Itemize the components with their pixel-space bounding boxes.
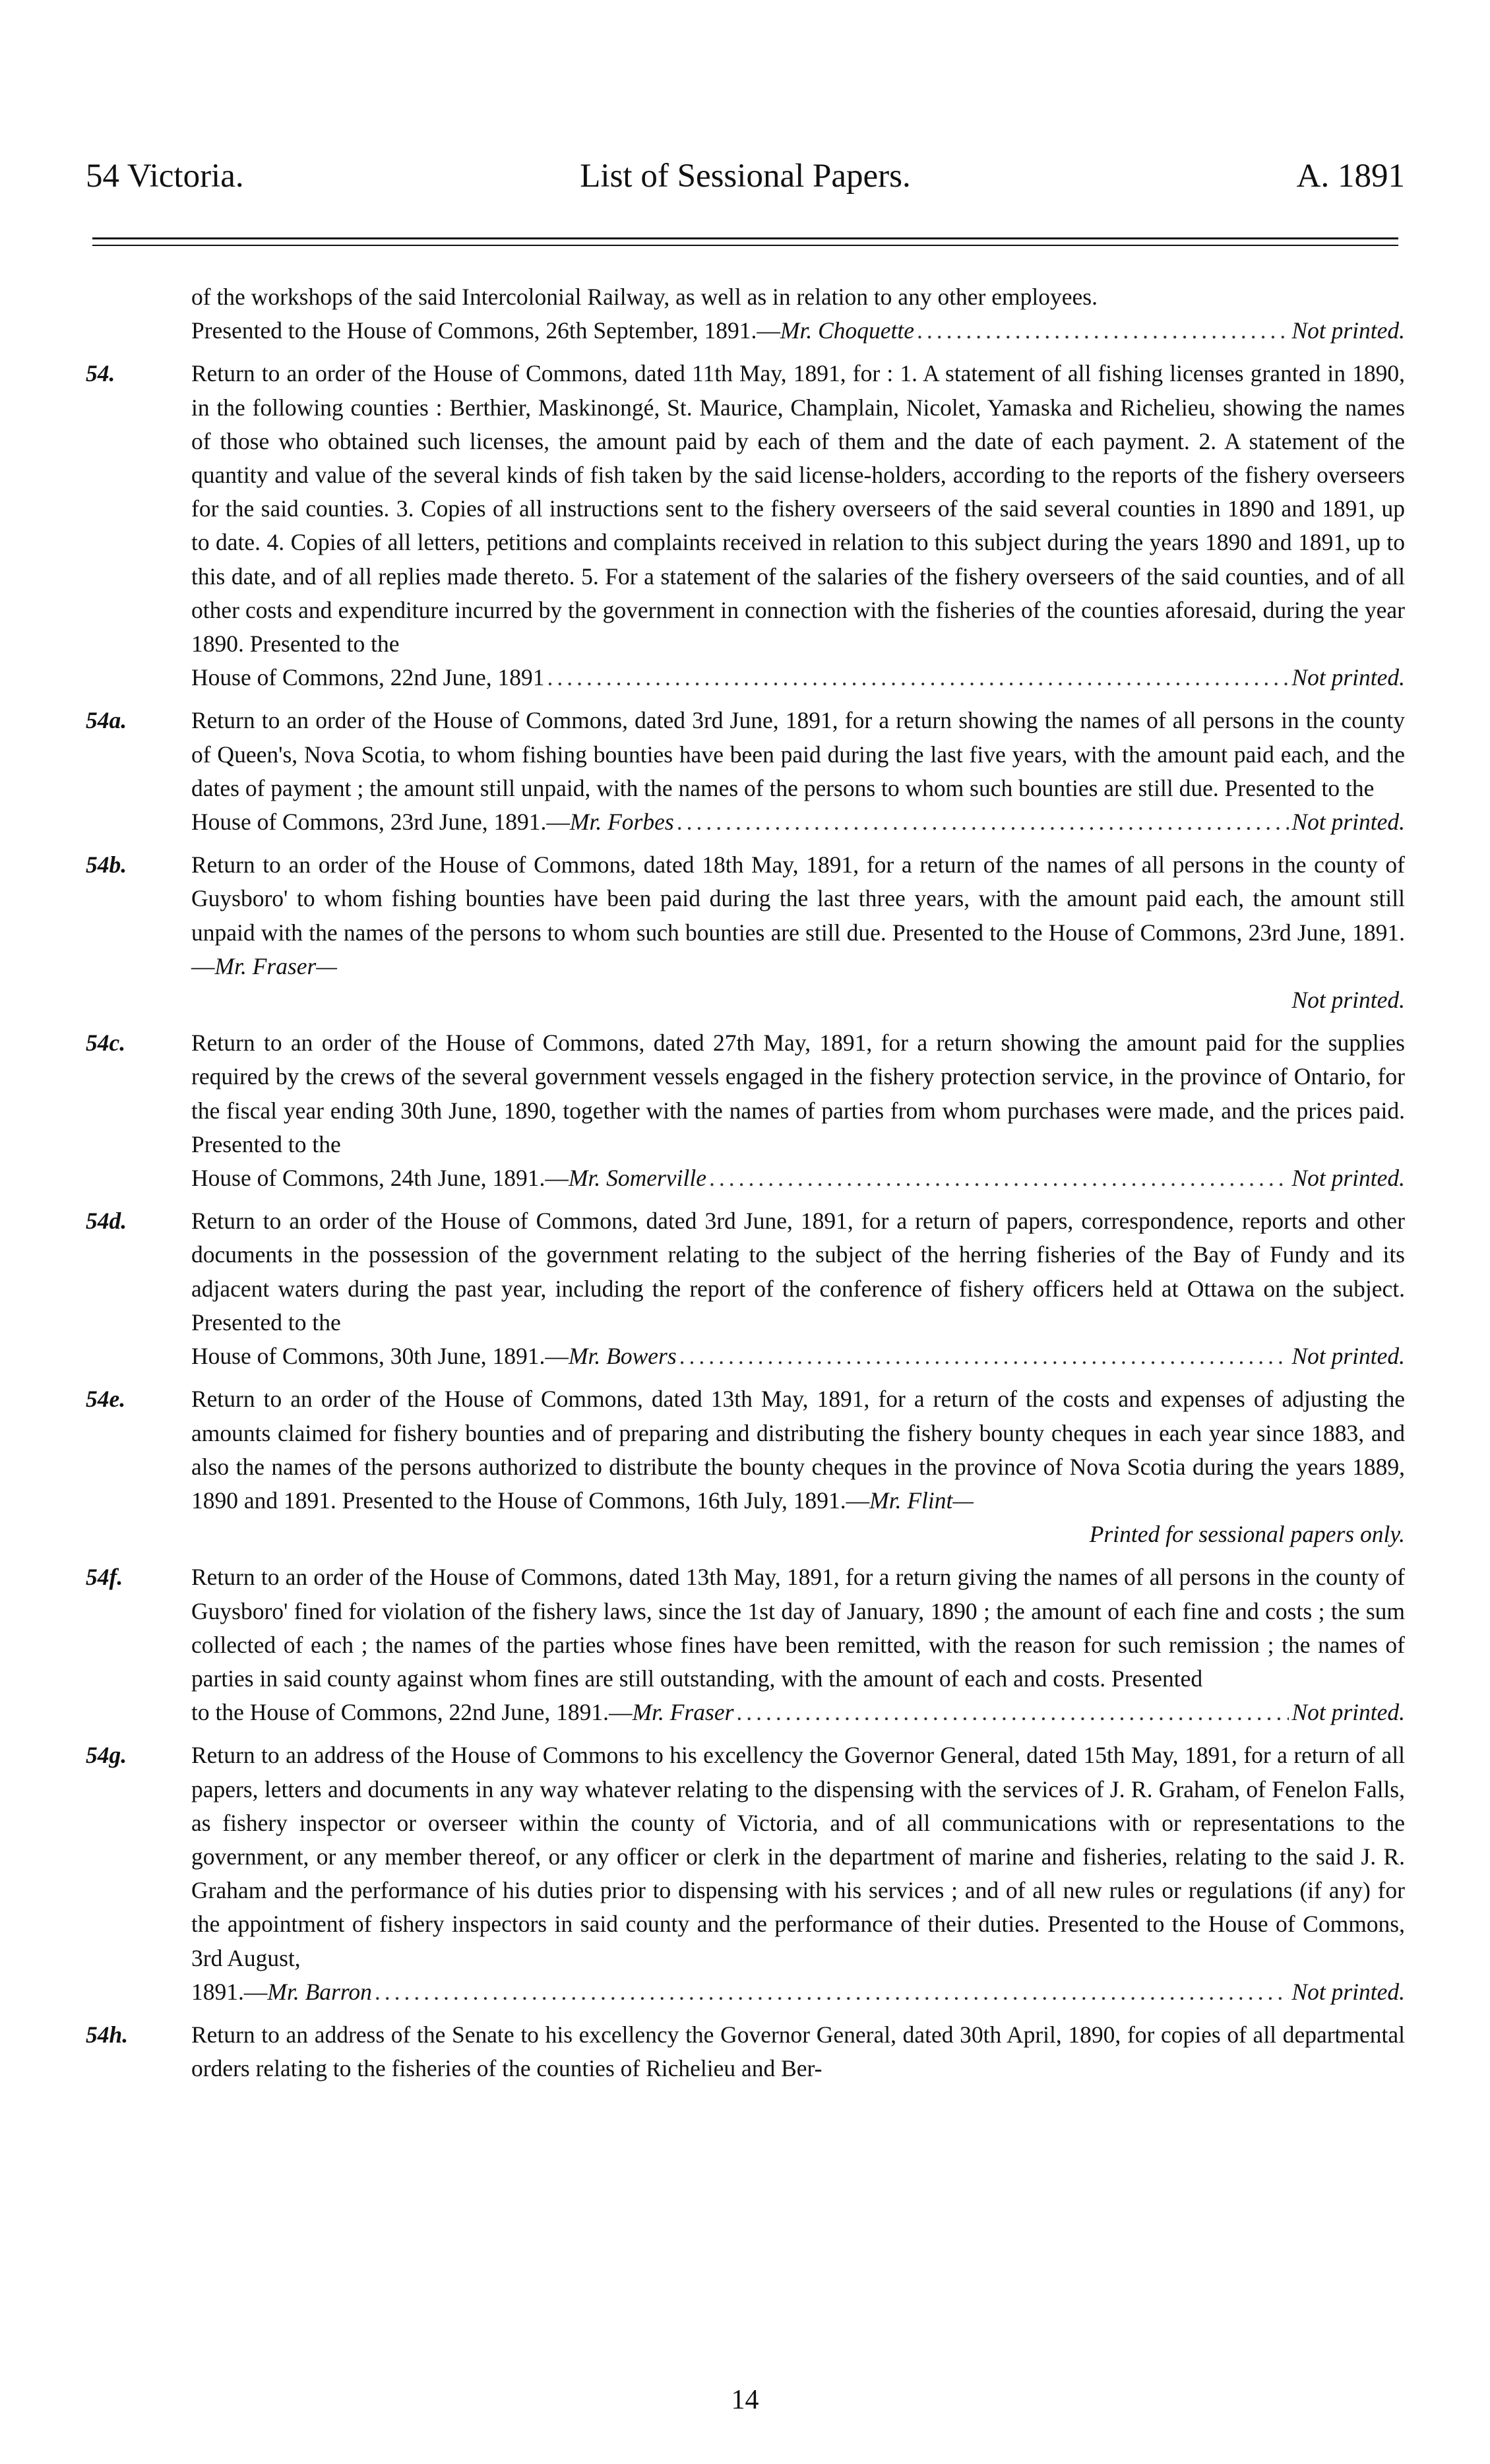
list-item — [86, 704, 1405, 839]
list-item — [86, 848, 1405, 1017]
header-rule-thin — [92, 245, 1398, 246]
entry-number: 54f. — [86, 1564, 123, 1591]
list-item — [86, 1026, 1405, 1195]
header-year: A. 1891 — [1296, 158, 1405, 195]
entry-status: Not printed. — [1291, 1699, 1405, 1726]
leader-dots — [736, 1696, 1289, 1729]
entry-tail-text: to the House of Commons, 22nd June, 1891.— — [191, 1699, 633, 1726]
entry-mover: Mr. Bowers — [568, 1343, 677, 1370]
entry-tail — [191, 314, 1405, 348]
entry-tail-text: House of Commons, 24th June, 1891.— — [191, 1165, 569, 1192]
list-item — [86, 2018, 1405, 2085]
entry-mover: Mr. Fraser— — [214, 952, 337, 979]
entry-tail-text: House of Commons, 30th June, 1891.— — [191, 1343, 569, 1370]
header-session: 54 Victoria. — [86, 158, 244, 195]
entry-mover: Mr. Choquette — [780, 317, 914, 344]
running-header — [86, 153, 1405, 206]
header-rule — [92, 237, 1398, 239]
entry-tail — [191, 1161, 1405, 1195]
entry-number: 54c. — [86, 1030, 126, 1057]
entry-status: Not printed. — [1291, 1165, 1405, 1192]
list-item — [86, 1560, 1405, 1729]
entry-mover: Mr. Forbes — [569, 809, 674, 836]
entry-body — [191, 1382, 1405, 1518]
entry-tail-text: 1891.— — [191, 1978, 268, 2005]
entry-body-text: Return to an order of the House of Commons, dated 13th May, 1891, for a return of the costs and expenses of adjusting the amounts claimed for fishery bounties and of preparing and distributing the fishery bounty cheques in each year since 1883, and also the names of the persons authorized to distribute the bounty cheques in the province of Nova Scotia during the years 1889, 1890 and 1891. Presented to the House of Commons, 16th July, 1891.— — [191, 1386, 1405, 1514]
entry-status: Not printed. — [1291, 987, 1405, 1014]
entry-status: Not printed. — [1291, 317, 1405, 344]
header-title: List of Sessional Papers. — [580, 158, 911, 195]
entry-mover: Mr. Fraser — [632, 1699, 734, 1726]
entry-tail — [191, 661, 1405, 694]
leader-dots — [679, 1340, 1289, 1373]
entry-body: Return to an order of the House of Commons, dated 3rd June, 1891, for a return of papers, correspondence, reports and other documents in the possession of the government relating to the subject of the herring fisheries of the Bay of Fundy and its adjacent waters during the past year, including the report of the conference of fishery officers held at Ottawa on the subject. Presented to the — [191, 1208, 1405, 1336]
entry-body: Return to an order of the House of Commons, dated 3rd June, 1891, for a return showing the names of all persons in the county of Queen's, Nova Scotia, to whom fishing bounties have been paid during the last five years, with the amount paid each, and the dates of payment ; the amount still unpaid, with the names of the persons to whom such bounties are still due. Presented to the — [191, 707, 1405, 801]
entry-number: 54e. — [86, 1386, 126, 1413]
entry-number: 54. — [86, 360, 115, 387]
entry-status: Not printed. — [1291, 1343, 1405, 1370]
entry-body: Return to an order of the House of Commons, dated 27th May, 1891, for a return showing the amount paid for the supplies required by the crews of the several government vessels engaged in the fishery protection service, in the province of Ontario, for the fiscal year ending 30th June, 1890, together with the names of parties from whom purchases were made, and the prices paid. Presented to the — [191, 1030, 1405, 1157]
leader-dots — [547, 661, 1289, 694]
list-item — [86, 357, 1405, 694]
entry-tail — [191, 805, 1405, 839]
entry-tail-text: House of Commons, 22nd June, 1891 — [191, 664, 545, 691]
entry-body: Return to an address of the House of Commons to his excellency the Governor General, dated 15th May, 1891, for a return of all papers, letters and documents in any way whatever relating to the dispensing with the services of J. R. Graham, of Fenelon Falls, as fishery inspector or overseer within the county of Victoria, and of all communications with or representations to the government, or any member thereof, or any officer or clerk in the department of marine and fisheries, relating to the said J. R. Graham and the performance of his duties prior to dispensing with his services ; and of all new rules or regulations (if any) for the appointment of fishery inspectors in said county and the performance of their duties. Presented to the House of Commons, 3rd August, — [191, 1742, 1405, 1971]
entry-tail-text: Presented to the House of Commons, 26th September, 1891.— — [191, 317, 780, 344]
entry-body: of the workshops of the said Intercolonial Railway, as well as in relation to any other employees. — [191, 284, 1098, 310]
entry-body: Return to an order of the House of Commons, dated 11th May, 1891, for : 1. A statement of all fishing licenses granted in 1890, in the following counties : Berthier, Maskinongé, St. Maurice, Champlain, Nicolet, Yamaska and Richelieu, showing the names of those who obtained such licenses, the amount paid by each of them and the date of each payment. 2. A statement of the quantity and value of the several kinds of fish taken by the said license-holders, according to the reports of the fishery overseers for the said counties. 3. Copies of all instructions sent to the fishery overseers of the said several counties in 1890 and 1891, up to date. 4. Copies of all letters, petitions and complaints received in relation to this subject during the years 1890 and 1891, up to this date, and of all replies made thereto. 5. For a statement of the salaries of the fishery overseers of the said counties, and of all other costs and expenditure incurred by the government in connection with the fisheries of the counties aforesaid, during the year 1890. Presented to the — [191, 360, 1405, 658]
entry-number: 54g. — [86, 1742, 127, 1769]
entry-number: 54b. — [86, 851, 127, 878]
list-item — [86, 1739, 1405, 2009]
leader-dots — [375, 1975, 1289, 2009]
entry-mover: Mr. Somerville — [568, 1165, 706, 1192]
leader-dots — [677, 805, 1289, 839]
list-item — [86, 1382, 1405, 1551]
entry-number: 54d. — [86, 1208, 127, 1235]
entry-number: 54h. — [86, 2021, 129, 2048]
entry-tail-text: House of Commons, 23rd June, 1891.— — [191, 809, 570, 836]
entry-status: Not printed. — [1291, 809, 1405, 836]
entry-status: Not printed. — [1291, 1978, 1405, 2005]
leader-dots — [917, 314, 1289, 348]
entry-number: 54a. — [86, 707, 127, 734]
entry-tail — [191, 1340, 1405, 1373]
entry-status: Not printed. — [1291, 664, 1405, 691]
entry-status: Printed for sessional papers only. — [1089, 1521, 1405, 1548]
list-item-continuation — [86, 280, 1405, 348]
entry-mover: Mr. Barron — [267, 1978, 372, 2005]
entry-body-text: Return to an order of the House of Commons, dated 18th May, 1891, for a return of the names of all persons in the county of Guysboro' to whom fishing bounties have been paid during the last three years, with the amount paid each, the amount still unpaid with the names of the persons to whom such bounties are still due. Presented to the House of Commons, 23rd June, 1891.— — [191, 851, 1405, 979]
entry-body: Return to an order of the House of Commons, dated 13th May, 1891, for a return giving the names of all persons in the county of Guysboro' fined for violation of the fishery laws, since the 1st day of January, 1890 ; the amount of each fine and costs ; the sum collected of each ; the names of the parties whose fines have been remitted, with the reason for such remission ; the names of parties in said county against whom fines are still outstanding, with the amount of each and costs. Presented — [191, 1564, 1405, 1692]
list-item — [86, 1204, 1405, 1373]
page-number: 14 — [731, 2385, 759, 2415]
entry-tail — [191, 1975, 1405, 2009]
entry-tail — [191, 1696, 1405, 1729]
entry-body — [191, 848, 1405, 983]
sessional-papers-list — [86, 280, 1405, 2095]
entry-mover: Mr. Flint— — [869, 1487, 974, 1514]
leader-dots — [709, 1161, 1289, 1195]
entry-body: Return to an address of the Senate to his excellency the Governor General, dated 30th April, 1890, for copies of all departmental orders relating to the fisheries of the counties of Richelieu and Ber- — [191, 2021, 1405, 2082]
